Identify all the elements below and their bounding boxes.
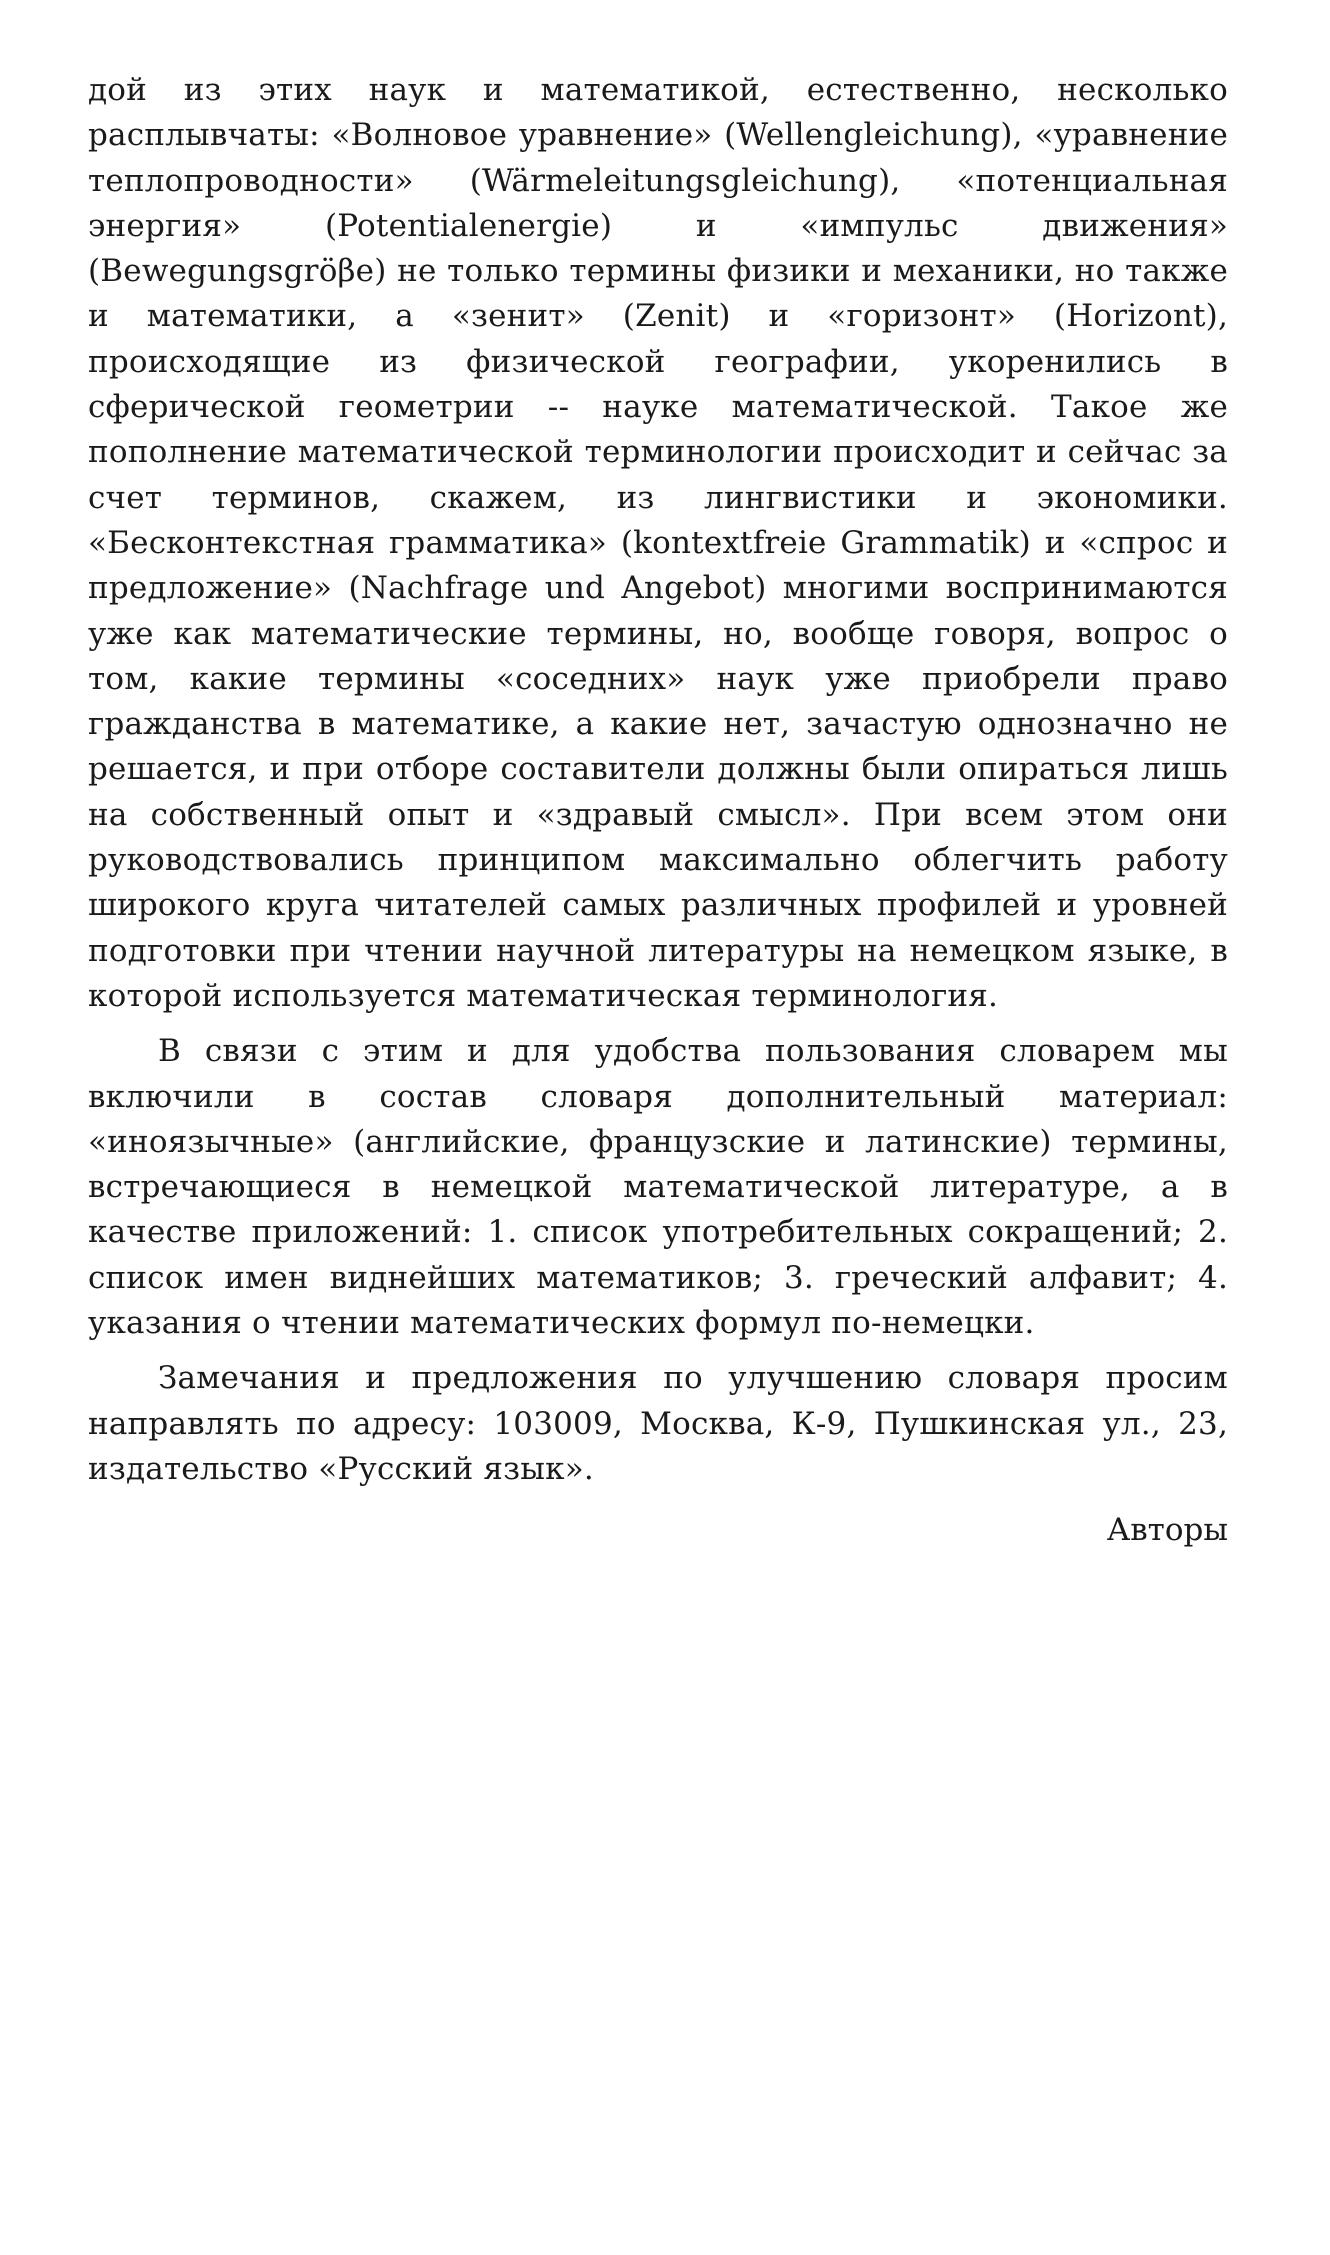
paragraph-feedback-address: Замечания и предложения по улучшению словаря просим направлять по адресу: 103009, Москва, К-9, Пушкинская ул., 23, издательство «Русский язык». (88, 1360, 1228, 1487)
signature-authors: Авторы (1106, 1512, 1228, 1549)
paragraph-continuation: дой из этих наук и математикой, естественно, несколько расплывчаты: «Волновое уравнение» (Wellengleichung), «уравнение теплопроводности» (Wärmeleitungsgleichung), «потенциальная энергия» (Potentialenergie) и «импульс движения» (Bewegungsgröβe) не только термины физики и механики, но также и математики, а «зенит» (Zenit) и «горизонт» (Horizont), происходящие из физической географии, укоренились в сферической геометрии -- науке математической. Такое же пополнение математической терминологии происходит и сейчас за счет терминов, скажем, из лингвистики и экономики. «Бесконтекстная грамматика» (kontextfreie Grammatik) и «спрос и предложение» (Nachfrage und Angebot) многими воспринимаются уже как математические термины, но, вообще говоря, вопрос о том, какие термины «соседних» наук уже приобрели право гражданства в математике, а какие нет, зачастую однозначно не решается, и при отборе составители должны были опираться лишь на собственный опыт и «здравый смысл». При всем этом они руководствовались принципом максимально облегчить работу широкого круга читателей самых различных профилей и уровней подготовки при чтении научной литературы на немецком языке, в которой используется математическая терминология. (88, 72, 1228, 1014)
paragraph-appendix-contents: В связи с этим и для удобства пользования словарем мы включили в состав словаря дополнительный материал: «иноязычные» (английские, французские и латинские) термины, встречающиеся в немецкой математической литературе, а в качестве приложений: 1. список употребительных сокращений; 2. список имен виднейших математиков; 3. греческий алфавит; 4. указания о чтении математических формул по-немецки. (88, 1033, 1228, 1342)
document-page (88, 68, 1228, 1553)
